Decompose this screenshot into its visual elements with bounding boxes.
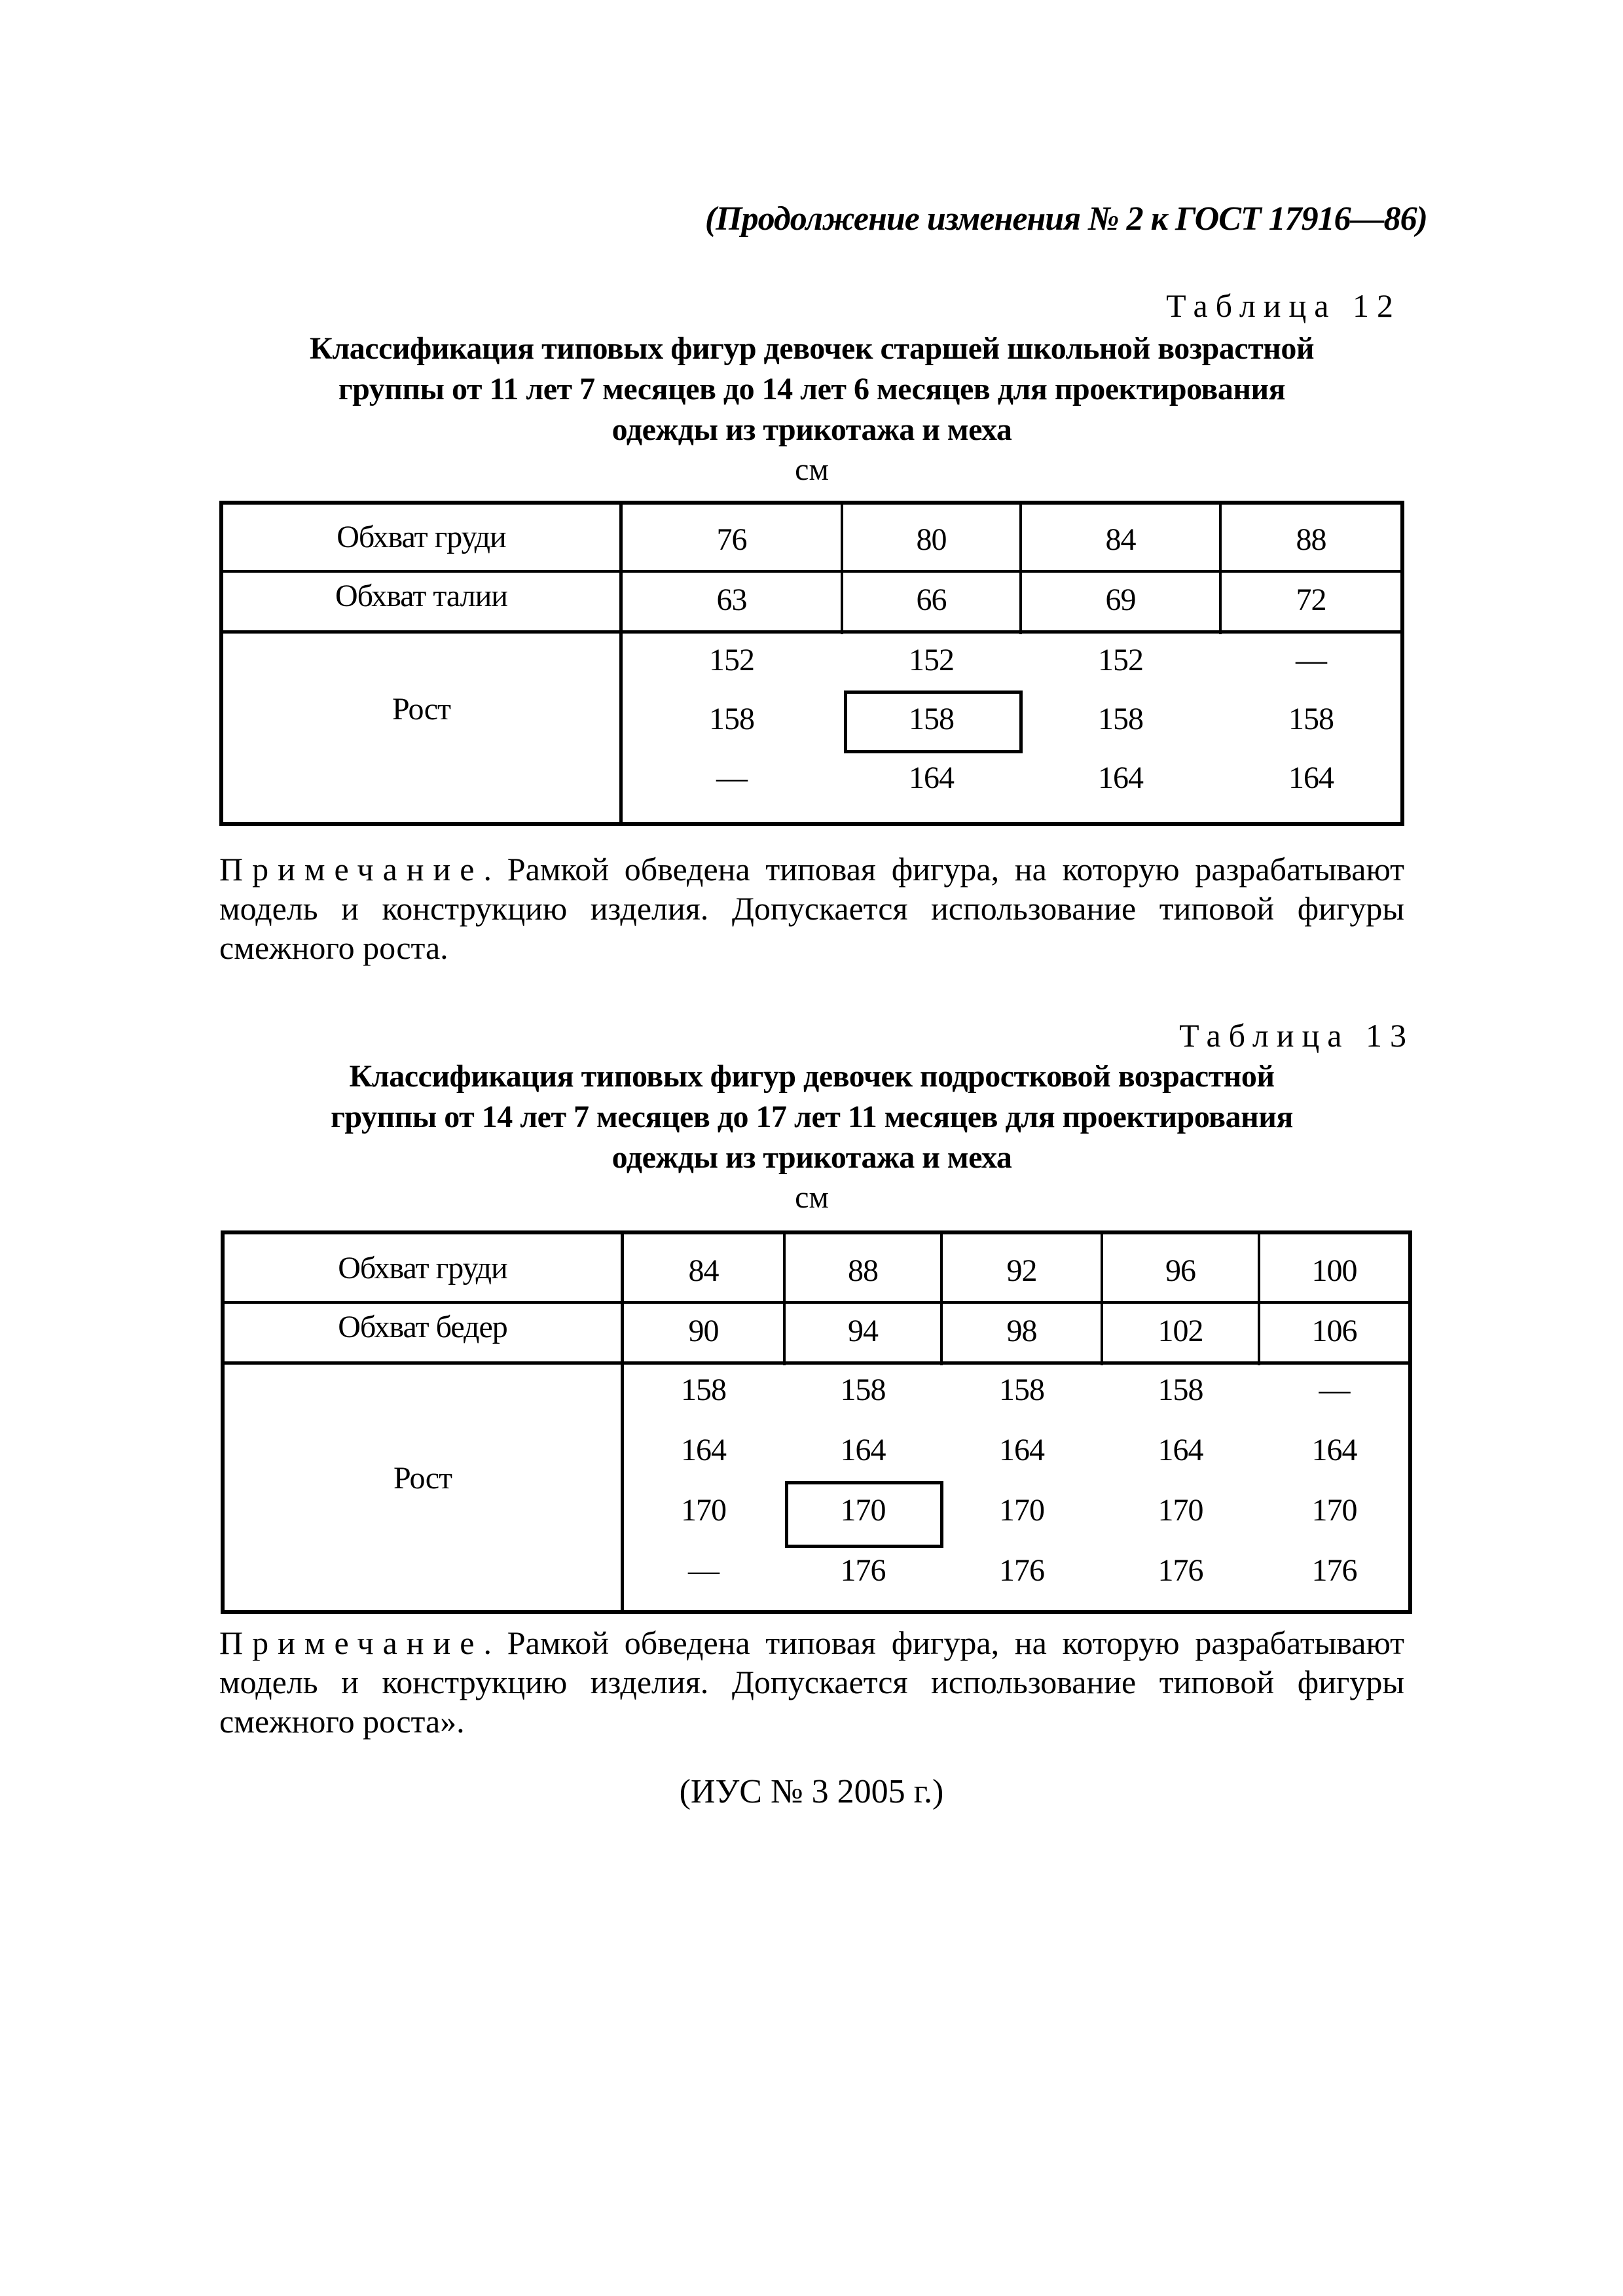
table12-cell: 164: [909, 761, 954, 795]
table12-cell: 72: [1296, 583, 1326, 617]
table13-cell: 176: [840, 1553, 886, 1588]
table13-row-divider: [225, 1301, 1408, 1304]
table13-cell: 96: [1165, 1253, 1195, 1288]
table12-cell: 164: [1288, 761, 1334, 795]
table13-cell: 158: [999, 1372, 1044, 1407]
table13-label-chest: Обхват груди: [338, 1251, 507, 1285]
table12-cell: 88: [1296, 522, 1326, 557]
table13-cell: 100: [1311, 1253, 1357, 1288]
table12-cell: 158: [1288, 702, 1334, 736]
table13-cell: 176: [1158, 1553, 1203, 1588]
table12-cell-highlighted: 158: [909, 702, 954, 736]
table12-note: [219, 850, 1404, 967]
table13-row-divider: [225, 1361, 1408, 1365]
table13-cell: 164: [840, 1433, 886, 1467]
table13-cell: 98: [1006, 1314, 1037, 1348]
table13-cell: 88: [848, 1253, 878, 1288]
table13-cell-highlighted: 170: [840, 1493, 886, 1528]
table12-cell: 84: [1105, 522, 1136, 557]
table12-label-chest: Обхват груди: [337, 520, 506, 554]
table12-cell: 152: [909, 643, 954, 677]
table13-cell: 170: [1311, 1493, 1357, 1528]
table12-cell: 80: [916, 522, 947, 557]
table12-cell: 152: [1098, 643, 1143, 677]
table13-cell: 90: [688, 1314, 719, 1348]
table13: [221, 1230, 1412, 1614]
table13-cell: 158: [840, 1372, 886, 1407]
table13-cell: 164: [681, 1433, 726, 1467]
ius-reference: (ИУС № 3 2005 г.): [679, 1773, 944, 1810]
table13-cell: 170: [999, 1493, 1044, 1528]
note-text: . Рамкой обведена типовая фигура, на которую разрабатывают модель и конструкцию изделия. Допускается использование типовой фигуры смежного роста.: [219, 851, 1404, 966]
table13-number: Таблица 13: [1179, 1017, 1414, 1054]
table12-title-line-1: Классификация типовых фигур девочек старшей школьной возрастной: [310, 331, 1314, 366]
table12-title: [196, 329, 1427, 450]
note-label: Примечание: [219, 851, 484, 888]
table13-label-height: Рост: [393, 1461, 452, 1496]
note-text: . Рамкой обведена типовая фигура, на которую разрабатывают модель и конструкцию изделия. Допускается использование типовой фигуры смежного роста».: [219, 1624, 1404, 1740]
table13-cell: 102: [1158, 1314, 1203, 1348]
table12-cell: 152: [709, 643, 754, 677]
table13-title-line-3: одежды из трикотажа и меха: [611, 1140, 1012, 1175]
table13-title-line-2: группы от 14 лет 7 месяцев до 17 лет 11 месяцев для проектирования: [331, 1100, 1293, 1134]
table13-cell: 106: [1311, 1314, 1357, 1348]
table13-cell: —: [688, 1553, 719, 1588]
table12-title-line-2: группы от 11 лет 7 месяцев до 14 лет 6 месяцев для проектирования: [338, 372, 1286, 406]
table12-cell: —: [716, 761, 747, 795]
table13-title: [196, 1056, 1427, 1178]
table12-label-waist: Обхват талии: [335, 579, 507, 613]
table12-cell: 63: [716, 583, 747, 617]
table13-title-line-1: Классификация типовых фигур девочек подростковой возрастной: [349, 1059, 1275, 1094]
table13-cell: 94: [848, 1314, 878, 1348]
table12-cell: 66: [916, 583, 947, 617]
table13-cell: 164: [999, 1433, 1044, 1467]
table12-cell: 76: [716, 522, 747, 557]
table13-cell: 176: [1311, 1553, 1357, 1588]
table13-cell: 158: [1158, 1372, 1203, 1407]
table13-unit: см: [795, 1180, 829, 1215]
table13-cell: 158: [681, 1372, 726, 1407]
table12-number: Таблица 12: [1166, 287, 1401, 324]
table13-cell: 92: [1006, 1253, 1037, 1288]
table12-cell: 69: [1105, 583, 1136, 617]
table12-unit: см: [795, 452, 829, 487]
table13-note: [219, 1623, 1404, 1741]
table13-cell: 176: [999, 1553, 1044, 1588]
table12-cell: 164: [1098, 761, 1143, 795]
table13-label-hips: Обхват бедер: [338, 1310, 507, 1344]
table12-title-line-3: одежды из трикотажа и меха: [611, 412, 1012, 447]
table13-cell: 164: [1158, 1433, 1203, 1467]
table12-cell: 158: [709, 702, 754, 736]
table12-label-height: Рост: [392, 692, 450, 726]
table12-row-divider: [223, 630, 1400, 634]
table13-cell: 170: [681, 1493, 726, 1528]
table13-cell: —: [1319, 1372, 1350, 1407]
table12-cell: 158: [1098, 702, 1143, 736]
table12-cell: —: [1296, 643, 1326, 677]
continuation-header: (Продолжение изменения № 2 к ГОСТ 17916—86): [704, 200, 1427, 238]
table12-row-divider: [223, 570, 1400, 573]
table13-cell: 170: [1158, 1493, 1203, 1528]
table12: [219, 501, 1404, 826]
note-label: Примечание: [219, 1624, 484, 1661]
table13-cell: 84: [688, 1253, 719, 1288]
table13-cell: 164: [1311, 1433, 1357, 1467]
